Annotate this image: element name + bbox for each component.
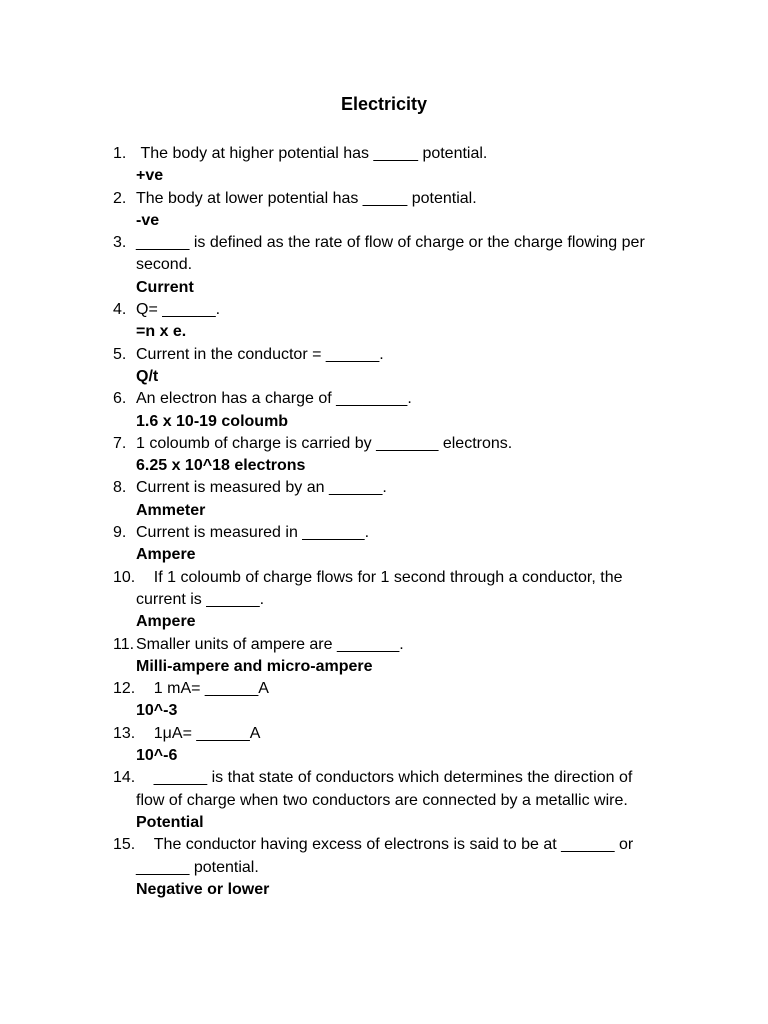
answer-text: Q/t [136,367,159,385]
question-number: 5. [113,345,127,363]
question-item [0,834,768,901]
answer-text: -ve [136,211,160,229]
question-item [0,388,768,433]
answer-text: Ampere [136,613,196,631]
question-item [0,344,768,389]
question-item [0,634,768,679]
question-text: Current in the conductor = ______. [136,345,384,363]
question-number: 6. [113,390,127,408]
question-item [0,723,768,768]
question-item [0,143,768,188]
question-item [0,433,768,478]
question-text: Current is measured by an ______. [136,479,387,497]
question-text: 1 mA= ______A [136,680,269,698]
question-item [0,188,768,233]
question-number: 14. [113,769,136,787]
answer-text: Negative or lower [136,880,270,898]
question-number: 10. [113,568,136,586]
question-number: 13. [113,724,136,742]
question-text: Q= ______. [136,301,221,319]
answer-text: 6.25 x 10^18 electrons [136,457,306,475]
question-number: 12. [113,680,136,698]
question-number: 11. [113,635,135,653]
question-number: 2. [113,189,127,207]
question-item [0,767,768,834]
question-text: If 1 coloumb of charge flows for 1 second through a conductor, the current is ______. [136,568,627,608]
question-number: 7. [113,434,127,452]
answer-text: =n x e. [136,323,187,341]
question-text: The body at lower potential has _____ potential. [136,189,477,207]
question-text: The body at higher potential has _____ potential. [136,145,488,162]
question-text: ______ is defined as the rate of flow of charge or the charge flowing per second. [136,234,650,274]
answer-text: +ve [136,167,164,185]
question-text: 1 coloumb of charge is carried by _______ electrons. [136,434,513,452]
question-text: ______ is that state of conductors which determines the direction of flow of charge when two conductors are connected by a metallic wire. [136,769,637,809]
question-number: 9. [113,524,127,542]
answer-text: Milli-ampere and micro-ampere [136,657,373,675]
question-text: The conductor having excess of electrons is said to be at ______ or ______ potential. [136,836,638,876]
question-number: 3. [113,234,127,252]
question-item [0,232,768,299]
answer-text: Ampere [136,546,196,564]
answer-text: Current [136,278,194,296]
page-title: Electricity [340,94,428,114]
question-item [0,522,768,567]
question-text: 1μA= ______A [136,724,261,742]
question-item [0,567,768,634]
question-list [0,143,768,901]
question-item [0,299,768,344]
answer-text: 1.6 x 10-19 coloumb [136,412,289,430]
question-text: An electron has a charge of ________. [136,390,412,408]
answer-text: 10^-3 [136,702,178,720]
answer-text: Potential [136,813,204,831]
question-item [0,477,768,522]
question-number: 1. [113,145,127,162]
question-text: Smaller units of ampere are _______. [136,635,404,653]
question-text: Current is measured in _______. [136,524,370,542]
question-number: 15. [113,836,136,854]
question-number: 8. [113,479,127,497]
answer-text: Ammeter [136,501,206,519]
answer-text: 10^-6 [136,747,178,765]
question-item [0,678,768,723]
question-number: 4. [113,301,127,319]
